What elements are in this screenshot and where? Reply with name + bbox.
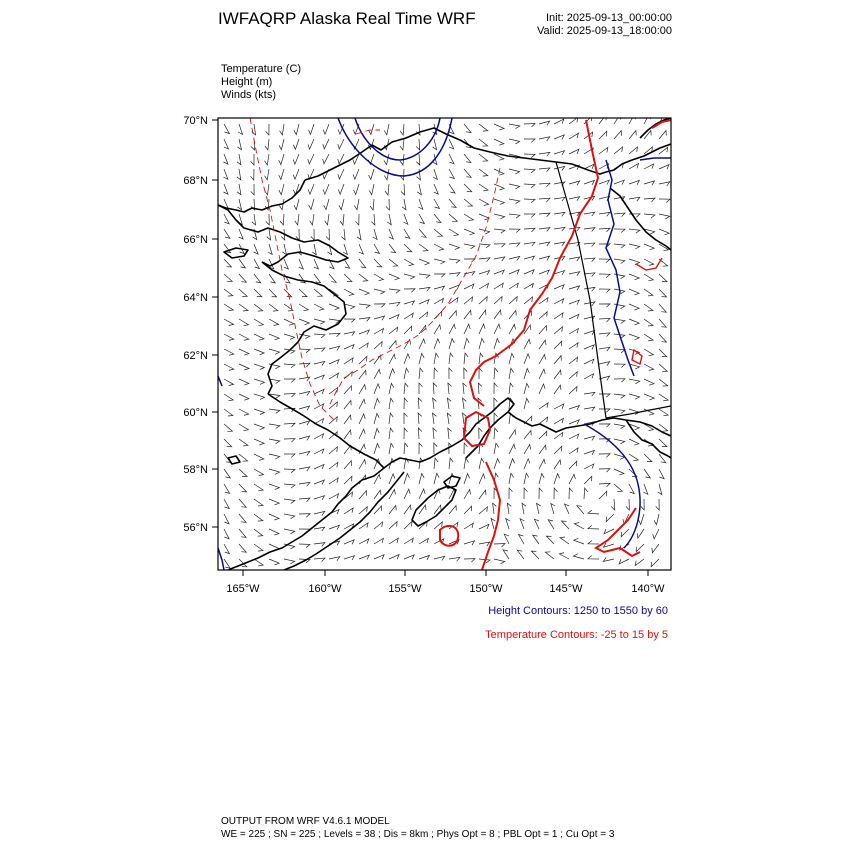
map-title: IWFAQRP Alaska Real Time WRF bbox=[218, 9, 476, 28]
model-info-line1: OUTPUT FROM WRF V4.6.1 MODEL bbox=[221, 816, 390, 827]
variable-temperature: Temperature (C) bbox=[221, 63, 302, 75]
lat-label-66: 66°N bbox=[183, 234, 208, 246]
lon-label-160: 160°W bbox=[308, 583, 342, 595]
variable-winds: Winds (kts) bbox=[221, 89, 276, 101]
variable-height: Height (m) bbox=[221, 76, 273, 88]
lon-label-140: 140°W bbox=[631, 583, 665, 595]
lon-label-155: 155°W bbox=[388, 583, 422, 595]
valid-time: Valid: 2025-09-13_18:00:00 bbox=[537, 25, 672, 37]
temperature-contours-legend: Temperature Contours: -25 to 15 by 5 bbox=[485, 629, 668, 641]
lat-label-60: 60°N bbox=[183, 407, 208, 419]
lat-label-56: 56°N bbox=[183, 522, 208, 534]
init-time: Init: 2025-09-13_00:00:00 bbox=[546, 12, 672, 24]
lon-label-150: 150°W bbox=[469, 583, 503, 595]
lon-label-165: 165°W bbox=[226, 583, 260, 595]
lat-label-68: 68°N bbox=[183, 175, 208, 187]
height-contours-legend: Height Contours: 1250 to 1550 by 60 bbox=[488, 605, 668, 617]
lon-label-145: 145°W bbox=[549, 583, 583, 595]
plot-background bbox=[218, 118, 671, 570]
model-info-line2: WE = 225 ; SN = 225 ; Levels = 38 ; Dis = 8km ; Phys Opt = 8 ; PBL Opt = 1 ; Cu Opt = 3 bbox=[221, 829, 615, 840]
lat-label-58: 58°N bbox=[183, 464, 208, 476]
lat-label-64: 64°N bbox=[183, 292, 208, 304]
longitude-axis bbox=[226, 570, 665, 595]
lat-label-62: 62°N bbox=[183, 350, 208, 362]
latitude-axis bbox=[183, 115, 218, 534]
lat-label-70: 70°N bbox=[183, 115, 208, 127]
